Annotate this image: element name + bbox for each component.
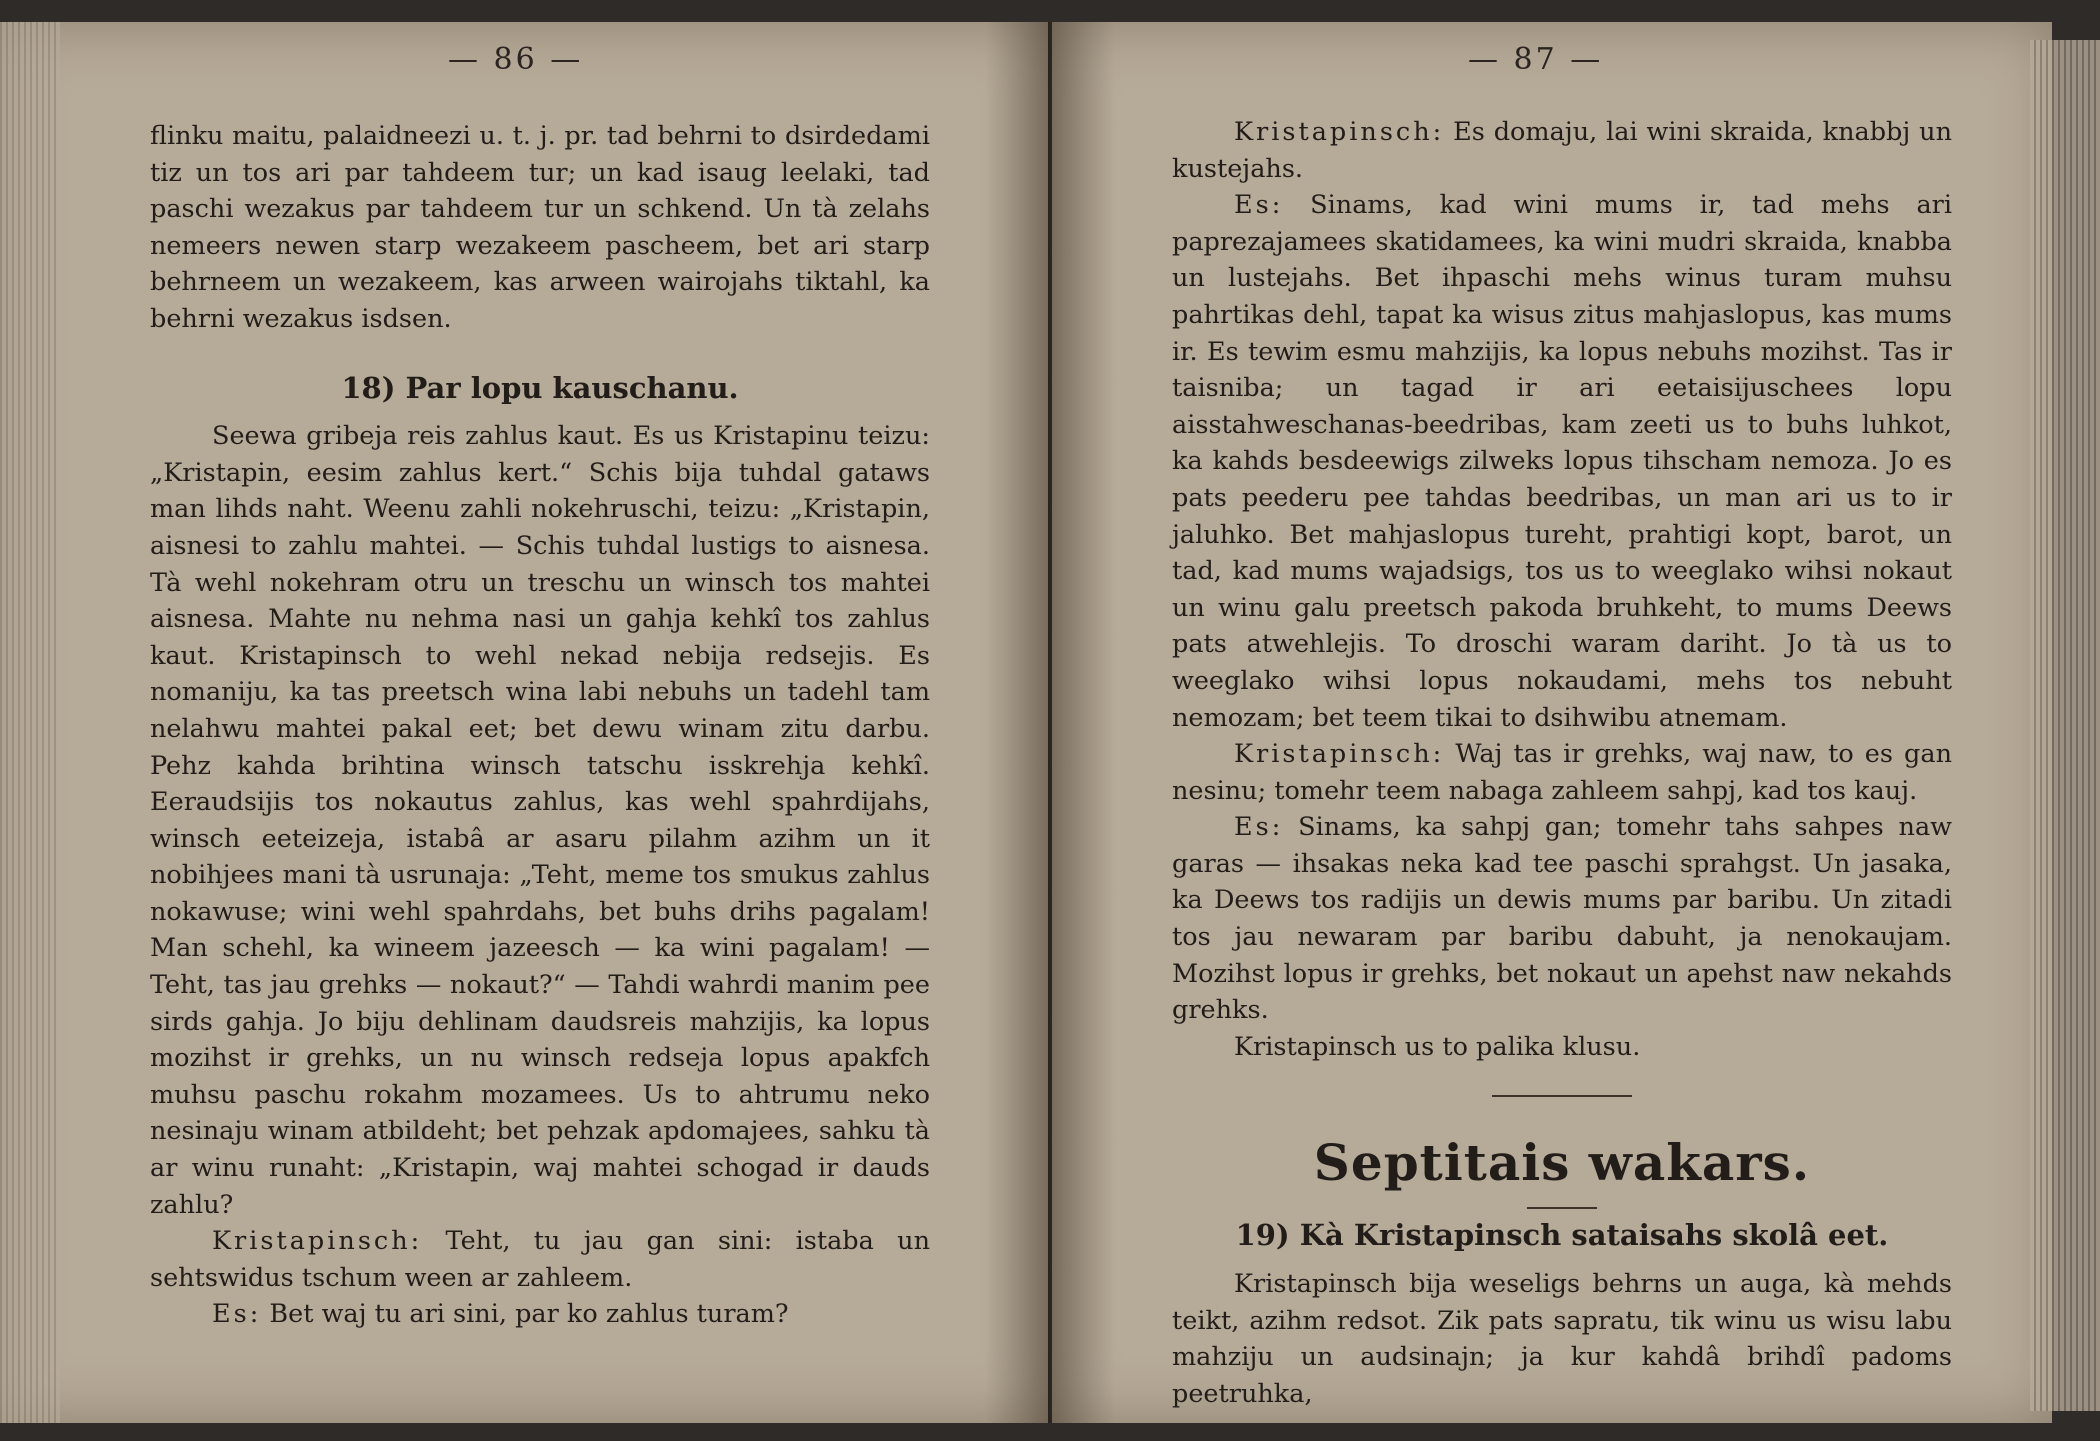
dialogue-text: Sinams, kad wini mums ir, tad mehs ari paprezajamees skatidamees, ka wini mudri skraida, knabba un lustejahs. Bet ihpaschi mehs winus turam muhsu pahrtikas dehl, tapat ka wisus zitus mahjaslopus, kas mums ir. Es tewim esmu mahzijis, ka lopus nebuhs mozihst. Tas ir taisniba; un tagad ir ari eetaisijuschees lopu aisstahweschanas-beedribas, kam zeeti us to buhs luhkot, ka kahds besdeewigs zilweks lopus tihscham nemoza. Jo es pats peederu pee tahdas beedribas, un man ari us to ir jaluhko. Bet mahjaslopus tureht, prahtigi kopt, barot, un tad, kad mums wajadsigs, tos us to weeglako wihsi nokaut un winu galu preetsch pakoda bruhkeht, to mums Deews pats atwehlejis. To droschi waram dariht. Jo tà us to weeglako wihsi lopus nokaudami, mehs tos nebuht nemozam; bet teem tikai to dsihwibu atnemam. xyxy=(1172,190,1952,733)
dialogue-paragraph xyxy=(1172,187,1952,736)
dialogue-paragraph xyxy=(150,1296,930,1333)
page-number-right: — 87 — xyxy=(1468,42,1604,77)
speaker-name: Es: xyxy=(1234,812,1284,843)
paragraph: flinku maitu, palaidneezi u. t. j. pr. tad behrni to dsirdedami tiz un tos ari par tahdeem tur; un kad isaug leelaki, tad paschi wezakus par tahdeem tur un schkend. Un tà zelahs nemeers newen starp wezakeem pascheem, bet ari starp behrneem un wezakeem, kas arween wairojahs tiktahl, ka behrni wezakus isdsen. xyxy=(150,121,930,334)
dialogue-text: Es domaju, lai wini skraida, knabbj un kustejahs. xyxy=(1172,117,1952,184)
dialogue-text: Waj tas ir grehks, waj naw, to es gan nesinu; tomehr teem nabaga zahleem sahpj, kad tos kauj. xyxy=(1172,739,1952,806)
dialogue-paragraph xyxy=(1172,114,1952,187)
dialogue-text: Teht, tu jau gan sini: istaba un sehtswidus tschum ween ar zahleem. xyxy=(150,1226,930,1293)
speaker-name: Kristapinsch: xyxy=(212,1226,423,1257)
speaker-name: Kristapinsch: xyxy=(1234,117,1445,147)
paragraph: Kristapinsch us to palika klusu. xyxy=(1234,1031,1641,1062)
paragraph: Kristapinsch bija weseligs behrns un auga, kà mehds teikt, azihm redsot. Zik pats sapratu, tik winu us wisu labu mahziju un audsinajn; ja kur kahdâ brihdî padoms peetruhka, xyxy=(1172,1269,1952,1409)
section-heading: 18) Par lopu kauschanu. xyxy=(341,370,739,405)
dialogue-text: Sinams, ka sahpj gan; tomehr tahs sahpes naw garas — ihsakas neka kad tee paschi sprahgst. Un jasaka, ka Deews tos radijis un dewis mums par baribu. Un zitadi tos jau newaram par baribu dabuht, ja nenokaujam. Mozihst lopus ir grehks, bet nokaut un apehst naw nekahds grehks. xyxy=(1172,812,1953,1026)
left-page-text xyxy=(150,118,930,1333)
gutter xyxy=(985,22,1115,1423)
section-heading: 19) Kà Kristapinsch sataisahs skolâ eet. xyxy=(1235,1218,1889,1253)
speaker-name: Es: xyxy=(1234,190,1284,221)
chapter-title: Septitais wakars. xyxy=(1313,1133,1811,1193)
dialogue-paragraph xyxy=(1172,736,1952,809)
dialogue-paragraph xyxy=(1172,809,1952,1029)
right-page-edge xyxy=(2030,40,2100,1411)
page-number-left: — 86 — xyxy=(448,42,584,77)
section-divider xyxy=(1492,1095,1632,1097)
speaker-name: Es: xyxy=(212,1299,262,1330)
dialogue-text: Bet waj tu ari sini, par ko zahlus turam? xyxy=(269,1299,789,1330)
dialogue-paragraph xyxy=(150,1223,930,1296)
paragraph: Seewa gribeja reis zahlus kaut. Es us Kristapinu teizu: „Kristapin, eesim zahlus kert.“ Schis bija tuhdal gataws man lihds naht. Weenu zahli nokehruschi, teizu: „Kristapin, aisnesi to zahlu mahtei. — Schis tuhdal lustigs to aisnesa. Tà wehl nokehram otru un treschu un winsch tos mahtei aisnesa. Mahte nu nehma nasi un gahja kehkî tos zahlus kaut. Kristapinsch to wehl nekad nebija redsejis. Es nomaniju, ka tas preetsch wina labi nebuhs un tadehl tam nelahwu mahtei pakal eet; bet dewu winam zitu darbu. Pehz kahda brihtina winsch tatschu isskrehja kehkî. Eeraudsijis tos nokautus zahlus, kas wehl spahrdijahs, winsch eeteizeja, istabâ ar asaru pilahm azihm un it nobihjees mani tà usrunaja: „Teht, meme tos smukus zahlus nokawuse; wini wehl spahrdahs, bet buhs drihs pagalam! Man schehl, ka wineem jazeesch — ka wini pagalam! — Teht, tas jau grehks — nokaut?“ — Tahdi wahrdi manim pee sirds gahja. Jo biju dehlinam daudsreis mahzijis, ka lopus mozihst ir grehks, un nu winsch redseja lopus apakfch muhsu paschu rokahm mozamees. Us to ahtrumu neko nesinaju winam atbildeht; bet pehzak apdomajees, sahku tà ar winu runaht: „Kristapin, waj mahtei schogad ir dauds zahlu? xyxy=(150,421,930,1220)
left-page-edge xyxy=(0,22,60,1423)
speaker-name: Kristapinsch: xyxy=(1234,739,1445,770)
chapter-divider xyxy=(1527,1207,1597,1209)
right-page-text xyxy=(1172,114,1952,1412)
